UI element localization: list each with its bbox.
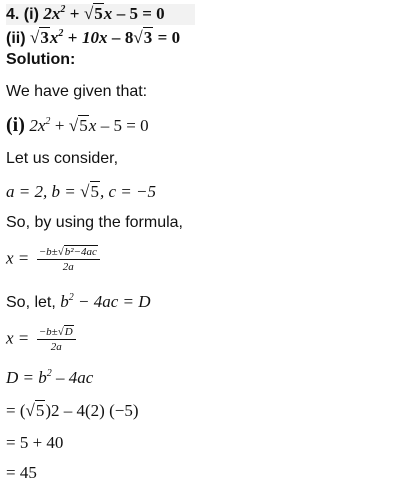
eq-operator: + — [69, 4, 80, 23]
d-eq: $D = b^2 - 4ac$ — [6, 368, 94, 387]
abc-a: a = 2, b = — [6, 182, 76, 201]
fraction: $\frac{\text{−b±√b²−4ac}}{2a}$ — [37, 246, 100, 273]
sqrt: √3 — [133, 28, 153, 47]
eq-var: $x^2$ — [49, 28, 64, 47]
sqrt: √5 — [68, 116, 88, 135]
part-label: (i) — [6, 114, 25, 136]
question-label: (ii) — [6, 30, 26, 47]
sqrt: √5 — [80, 182, 99, 201]
eq-operator: + — [54, 116, 65, 135]
question-label: 4. (i) — [6, 6, 39, 23]
formula-lhs: x = — [6, 328, 30, 348]
eq-operator: + — [67, 28, 78, 47]
eq-rest: – 5 = 0 — [100, 116, 149, 135]
question-part-i — [6, 4, 195, 25]
formula-text: So, by using the formula, — [6, 214, 183, 231]
abc-values — [6, 182, 156, 203]
let-eq: $b^2 - 4ac = D$ — [60, 292, 151, 311]
quadratic-formula — [6, 246, 100, 273]
step-2: = 5 + 40 — [6, 433, 64, 452]
formula-d — [6, 326, 76, 353]
eq-rest: – 5 = 0 — [116, 4, 165, 23]
let-line — [6, 292, 151, 313]
abc-c: , c = −5 — [100, 182, 156, 201]
step-1: = (√5)2 – 4(2) (−5) — [6, 401, 139, 420]
fraction: $\frac{-b\pm√D}{2a}$ — [37, 326, 76, 353]
solution-heading: Solution: — [6, 51, 76, 68]
d-definition — [6, 368, 93, 389]
formula-lhs: x = — [6, 248, 30, 268]
eq-term: $2x^2$ — [43, 4, 66, 23]
eq-term: 10x — [81, 28, 108, 47]
sqrt: √3 — [30, 28, 49, 47]
let-text: So, let, — [6, 294, 56, 311]
eq-rest: = 0 — [157, 28, 181, 47]
eq-var: x — [103, 4, 113, 23]
sqrt: √5 — [83, 4, 103, 23]
eq-var: x — [88, 116, 97, 135]
sqrt: √5 — [25, 401, 45, 420]
eq-operator: – — [111, 28, 121, 47]
eq-term: 8 — [124, 28, 134, 47]
solution-eq-1 — [6, 115, 149, 137]
step-3: = 45 — [6, 463, 37, 482]
question-part-ii — [6, 28, 180, 49]
solution-intro: We have given that: — [6, 83, 148, 100]
consider-text: Let us consider, — [6, 150, 119, 167]
eq-term: $2x^2$ — [29, 116, 51, 135]
